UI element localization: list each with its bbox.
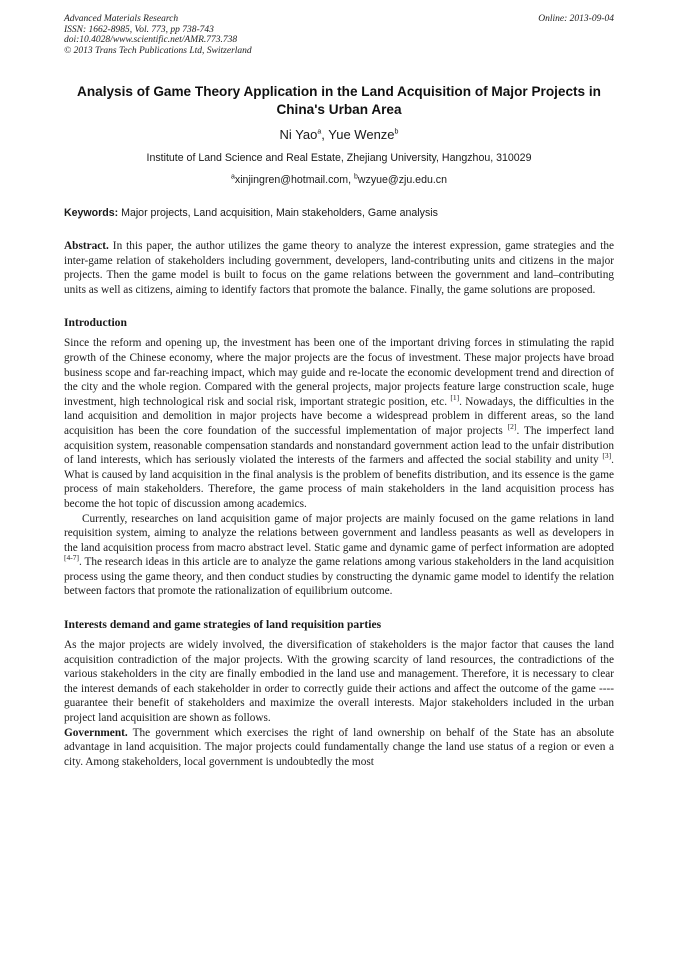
author-superscript: a bbox=[317, 128, 322, 136]
citation: [3] bbox=[602, 451, 612, 461]
body-paragraph bbox=[64, 512, 614, 600]
paragraph-text: . Nowadays, the difficulties in the land acquisition and demolition in major projects have become a widespread problem in different areas, so the land acquisition has been the core foundation of the successful implementation of major projects bbox=[64, 395, 614, 437]
citation: [4-7] bbox=[64, 553, 79, 563]
author-separator: , bbox=[321, 127, 329, 142]
paragraph-text: Currently, researches on land acquisition game of major projects are mainly focused on the game relations in land requisition system, aiming to analyze the relations between government and landless peasants as well as developers in the land acquisition process from macro abstract level. Static game and dynamic game of perfect information are adopted bbox=[64, 512, 614, 554]
keywords-label: Keywords: bbox=[64, 207, 119, 219]
email-address: xinjingren@hotmail.com, bbox=[234, 174, 354, 186]
keywords-line bbox=[64, 207, 614, 220]
online-date: Online: 2013-09-04 bbox=[538, 14, 614, 24]
doi-line: doi:10.4028/www.scientific.net/AMR.773.738 bbox=[64, 35, 238, 45]
citation: [1] bbox=[450, 392, 460, 402]
paper-title: Analysis of Game Theory Application in the Land Acquisition of Major Projects in China's Urban Area bbox=[77, 84, 601, 117]
citation: [2] bbox=[507, 422, 517, 432]
journal-header bbox=[64, 14, 614, 56]
paragraph-text: . What is caused by land acquisition in the final analysis is the problem of benefits distribution, and its essence is the game process of main stakeholders. Therefore, the game process of main stakeholders in the land acquisition process has become the hot topic of discussion among academics. bbox=[64, 454, 614, 510]
email-superscript: b bbox=[354, 173, 358, 181]
abstract-label: Abstract. bbox=[64, 240, 109, 252]
section-heading: Introduction bbox=[64, 316, 127, 330]
paragraph-text: Since the reform and opening up, the investment has been one of the important driving forces in stimulating the rapid growth of the Chinese economy, where the major projects are the focus of investment. These major projects have broad business scope and far-reaching impact, which may guide and re-locate the economic development trend and direction of the city and the whole region. Compared with the general projects, major projects feature large construction scale, huge investment, high technological risk and social risk, important strategic position, etc. bbox=[64, 337, 614, 408]
paragraph-lead: Government. bbox=[64, 726, 128, 739]
body-paragraph: As the major projects are widely involved, the diversification of stakeholders is the major factor that causes the land acquisition contradiction of the major projects. With the growing scarcity of land resources, the contradictions of the various stakeholders in the city are finally embodied in the land use and management. Therefore, it is necessary to clear the interest demands of each stakeholder in order to correctly guide their actions and affect the outcome of the game ---- guarantee their benefit of stakeholders and maximize the overall interests. Major stakeholders included in the urban project land acquisition are shown as follows. bbox=[64, 639, 614, 725]
body-paragraph bbox=[64, 726, 614, 770]
journal-name: Advanced Materials Research bbox=[64, 14, 179, 24]
author-name: Yue Wenze bbox=[328, 127, 395, 142]
author-superscript: b bbox=[394, 128, 399, 136]
copyright-line: © 2013 Trans Tech Publications Ltd, Switzerland bbox=[64, 45, 252, 56]
paragraph-text: . The research ideas in this article are to analyze the game relations among various stakeholders in the land acquisition process using the game theory, and then conduct studies by constructing the dynamic game model to identify the relation between factors that promote the rationalization of equilibrium outcome. bbox=[64, 556, 614, 598]
email-address: wzyue@zju.edu.cn bbox=[357, 174, 447, 186]
keywords-text: Major projects, Land acquisition, Main stakeholders, Game analysis bbox=[118, 207, 438, 219]
abstract-paragraph bbox=[64, 239, 614, 297]
section-heading: Interests demand and game strategies of land requisition parties bbox=[64, 618, 382, 632]
paragraph-text: The government which exercises the right of land ownership on behalf of the State has an absolute advantage in land acquisition. The major projects could fundamentally change the land use status of a region or even a city. Among stakeholders, local government is undoubtedly the most bbox=[64, 726, 614, 768]
author-line bbox=[64, 127, 614, 143]
email-superscript: a bbox=[231, 173, 235, 181]
affiliation: Institute of Land Science and Real Estate, Zhejiang University, Hangzhou, 310029 bbox=[146, 152, 532, 164]
abstract-text: In this paper, the author utilizes the game theory to analyze the interest expression, game strategies and the inter-game relation of stakeholders including government, developers, land-contributing units and citizens in the major projects. Then the game model is built to focus on the game relations between the government and land–contributing units as well as citizens, aiming to identify factors that promote the balance. Finally, the game solutions are proposed. bbox=[64, 240, 614, 296]
author-name: Ni Yao bbox=[279, 127, 318, 142]
email-line bbox=[64, 174, 614, 187]
paper-page bbox=[64, 14, 614, 769]
body-paragraph bbox=[64, 336, 614, 511]
issn-line: ISSN: 1662-8985, Vol. 773, pp 738-743 bbox=[64, 24, 214, 35]
paragraph-text: . The imperfect land acquisition system, reasonable compensation standards and nonstandard government action lead to the unfair distribution of land interests, which has seriously violated the interests of the farmers and affected the social stability and unity bbox=[64, 424, 614, 467]
